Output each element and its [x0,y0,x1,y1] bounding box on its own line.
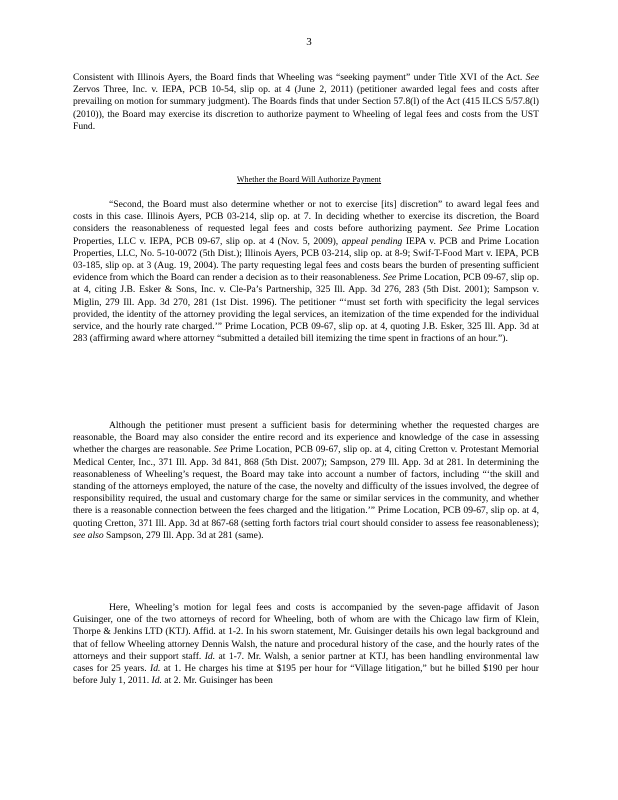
paragraph-3-text-2: Prime Location, PCB 09-67, slip op. at 4, citing Cretton v. Protestant Memorial Medical Center, Inc., 371 Ill. App. 3d 841, 868 (5th Dist. 2007); Sampson, 279 Ill. App. 3d at 281. In determining the reasonableness of Wheeling’s request, the Board may take into account a number of factors, including “‘the skill and standing of the attorneys employed, the nature of the case, the novelty and difficulty of the issues involved, the degree of responsibility required, the usual and customary charge for the same or similar services in the community, and whether there is a reasonable connection between the fees charged and the litigation.’” Prime Location, PCB 09-67, slip op. at 4, quoting Cretton, 371 Ill. App. 3d at 867-68 (setting forth factors trial court should consider to assess fee reasonableness); [73,444,539,529]
signal-see: See [382,272,397,284]
paragraph-2-text-1: “Second, the Board must also determine whether or not to exercise [its] discretion” to award legal fees and costs in this case. Illinois Ayers, PCB 03-214, slip op. at 7. In deciding whether to exercise its discretion, the Board considers the reasonableness of requested legal fees and costs before authorizing payment. [73,199,539,235]
paragraph-2-text-3: IEPA v. PCB and Prime Location Properties, LLC, No. 5-10-0072 (5th Dist.); Illinois Ayers, PCB 03-214, slip op. at 8-9; Swif-T-Food Mart v. IEPA, PCB 03-185, slip op. at 3 (Aug. 19, 2004). The party requesting legal fees and costs bears the burden of presenting sufficient evidence from which the Board can render a decision as to their reasonableness. [73,235,540,284]
paragraph-4 [73,602,539,687]
section-heading [0,175,618,184]
signal-appeal-pending: appeal pending [341,235,403,247]
signal-see-also: see also [73,529,104,541]
paragraph-2-text-2: Prime Location Properties, LLC v. IEPA, PCB 09-67, slip op. at 4 (Nov. 5, 2009), [73,223,540,247]
signal-see: See [458,223,472,235]
paragraph-4-text-1: Here, Wheeling’s motion for legal fees and costs is accompanied by the seven-page affidavit of Jason Guisinger, one of the two attorneys of record for Wheeling, both of whom are with the Chicago law firm of Klein, Thorpe & Jenkins LTD (KTJ). Affid. at 1-2. In his sworn statement, Mr. Guisinger details his own legal background and that of fellow Wheeling attorney Dennis Walsh, the nature and procedural history of the case, and the hourly rates of the attorneys and their support staff. [73,602,539,662]
signal-see: See [525,72,539,83]
section-heading-text: Whether the Board Will Authorize Payment [236,175,382,184]
signal-see: See [213,444,228,456]
paragraph-4-text-2: at 1-7. Mr. Walsh, a senior partner at KTJ, has been handling environmental law cases for 25 years. [73,650,539,675]
signal-id: Id. [204,650,216,662]
paragraph-1 [73,72,539,133]
paragraph-1-text-1: Consistent with Illinois Ayers, the Board finds that Wheeling was “seeking payment” under Title XVI of the Act. [73,72,526,83]
signal-id: Id. [150,663,161,675]
paragraph-3-text-3: Sampson, 279 Ill. App. 3d at 281 (same). [103,529,264,541]
paragraph-4-text-4: at 2. Mr. Guisinger has been [161,675,273,687]
page-number: 3 [306,36,312,48]
paragraph-1-text-2: Zervos Three, Inc. v. IEPA, PCB 10-54, slip op. at 4 (June 2, 2011) (petitioner awarded legal fees and costs after prevailing on motion for summary judgment). The Boards finds that under Section 57.8(l) of the Act (415 ILCS 5/57.8(l) (2010)), the Board may exercise its discretion to authorize payment to Wheeling of legal fees and costs from the UST Fund. [73,84,539,132]
paragraph-3-text-1: Although the petitioner must present a sufficient basis for determining whether the requested charges are reasonable, the Board may also consider the entire record and its experience and knowledge of the case in assessing whether the charges are reasonable. [73,420,539,456]
paragraph-4-text-3: at 1. He charges his time at $195 per hour for “Village litigation,” but he billed $190 per hour before July 1, 2011. [73,663,539,687]
paragraph-2-text-4: Prime Location, PCB 09-67, slip op. at 4, citing J.B. Esker & Sons, Inc. v. Cle-Pa’s Partnership, 325 Ill. App. 3d 276, 283 (5th Dist. 2001); Sampson v. Miglin, 279 Ill. App. 3d 270, 281 (1st Dist. 1996). The petitioner “‘must set forth with specificity the legal services provided, the identity of the attorney providing the legal services, an itemization of the time expended for the individual service, and the hourly rate charged.’” Prime Location, PCB 09-67, slip op. at 4, quoting J.B. Esker, 325 Ill. App. 3d at 283 (affirming award where attorney “submitted a detailed bill itemizing the time spent in fractions of an hour.”). [73,272,539,345]
paragraph-2 [73,199,539,345]
signal-id: Id. [151,675,162,687]
paragraph-3 [73,420,539,542]
